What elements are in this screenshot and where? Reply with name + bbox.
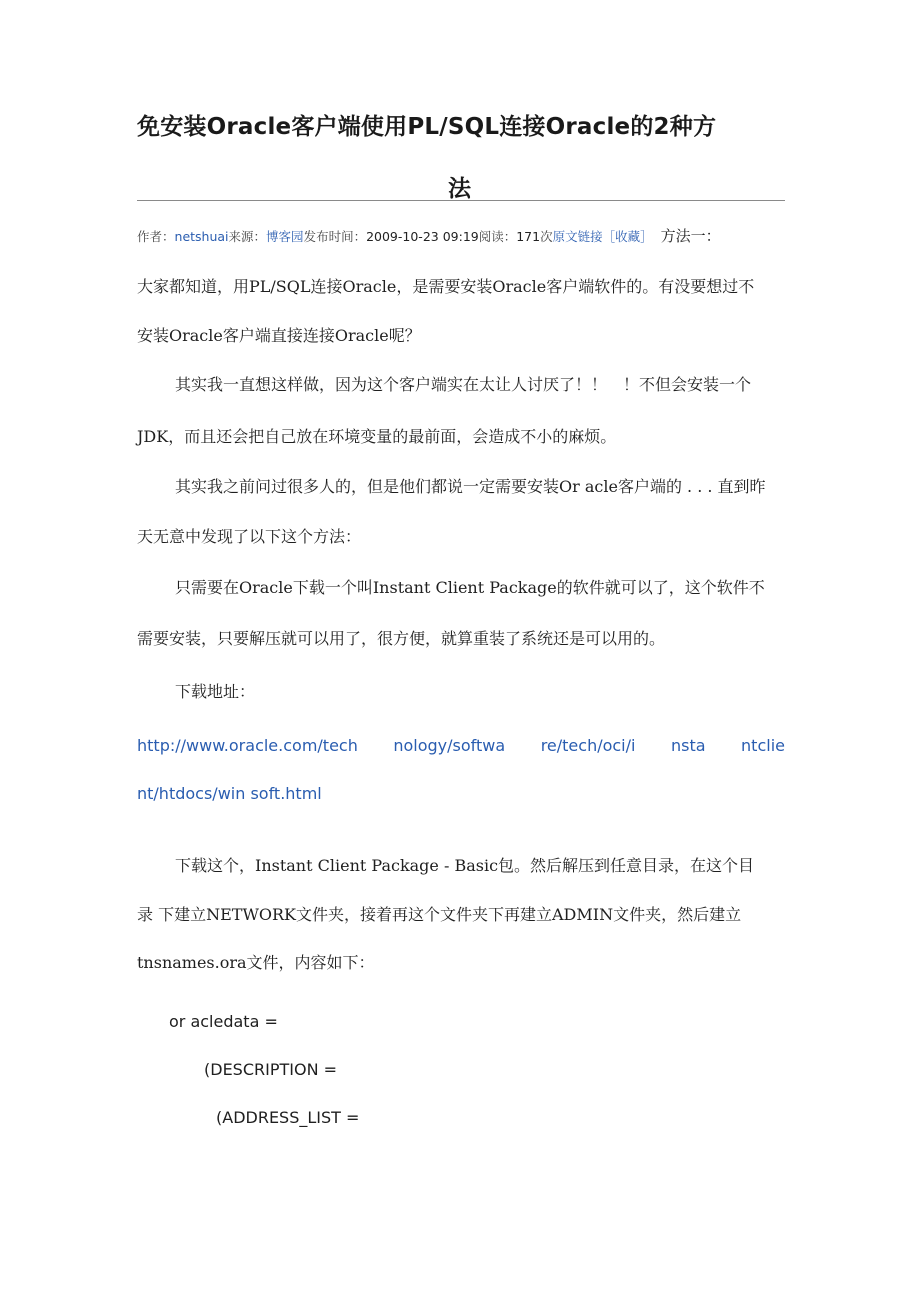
paragraph-line: JDK，而且还会把自己放在环境变量的最前面，会造成不小的麻烦。 bbox=[137, 427, 617, 446]
original-link[interactable]: 原文链接 bbox=[552, 229, 603, 244]
url-part[interactable]: re/tech/oci/i bbox=[540, 736, 636, 755]
reads-unit: 次 bbox=[540, 229, 553, 244]
article-meta bbox=[137, 225, 721, 246]
url-part[interactable]: nsta bbox=[670, 736, 706, 755]
source-label: 来源： bbox=[228, 229, 267, 244]
paragraph-line: 天无意中发现了以下这个方法： bbox=[137, 527, 362, 546]
code-line: (DESCRIPTION = bbox=[204, 1060, 338, 1079]
paragraph-line: 需要安装，只要解压就可以用了，很方便，就算重装了系统还是可以用的。 bbox=[137, 629, 666, 648]
source-link[interactable]: 博客园 bbox=[266, 229, 304, 244]
read-count: 171 bbox=[516, 229, 541, 244]
paragraph-line: 安装Oracle客户端直接连接Oracle呢？ bbox=[137, 326, 421, 345]
paragraph-line: 其实我之前问过很多人的，但是他们都说一定需要安装Or acle客户端的 . . . 直到昨 bbox=[175, 477, 766, 496]
title-divider bbox=[137, 200, 785, 201]
method-heading: 方法一： bbox=[660, 227, 721, 245]
published-label: 发布时间： bbox=[303, 229, 367, 244]
author-link[interactable]: netshuai bbox=[174, 229, 229, 244]
download-url[interactable] bbox=[137, 736, 785, 755]
paragraph-line: 录 下建立NETWORK文件夹，接着再这个文件夹下再建立ADMIN文件夹，然后建立 bbox=[137, 905, 742, 924]
favorite-link[interactable]: ［收藏］ bbox=[602, 229, 653, 244]
paragraph-line: 只需要在Oracle下载一个叫Instant Client Package的软件就可以了，这个软件不 bbox=[175, 578, 765, 597]
code-line: (ADDRESS_LIST = bbox=[216, 1108, 360, 1127]
download-label: 下载地址： bbox=[175, 682, 256, 701]
code-line: or acledata = bbox=[169, 1012, 278, 1031]
paragraph-line: 下载这个，Instant Client Package - Basic包。然后解压到任意目录，在这个目 bbox=[175, 856, 755, 875]
url-part[interactable]: ntclie bbox=[741, 736, 785, 755]
article-title: 免安装Oracle客户端使用PL/SQL连接Oracle的2种方 bbox=[137, 114, 717, 140]
published-date: 2009-10-23 09:19 bbox=[366, 229, 479, 244]
reads-label: 阅读： bbox=[478, 229, 517, 244]
article-title-continued: 法 bbox=[448, 176, 471, 202]
url-part[interactable]: http://www.oracle.com/tech bbox=[137, 736, 358, 755]
paragraph-line: tnsnames.ora文件，内容如下： bbox=[137, 953, 375, 972]
paragraph-line: 其实我一直想这样做，因为这个客户端实在太让人讨厌了！！ ！不但会安装一个 bbox=[175, 375, 752, 394]
author-label: 作者： bbox=[137, 229, 175, 244]
url-part[interactable]: nology/softwa bbox=[393, 736, 506, 755]
download-url-continued[interactable]: nt/htdocs/win soft.html bbox=[137, 784, 322, 803]
paragraph-line: 大家都知道，用PL/SQL连接Oracle，是需要安装Oracle客户端软件的。有没要想过不 bbox=[137, 277, 755, 296]
